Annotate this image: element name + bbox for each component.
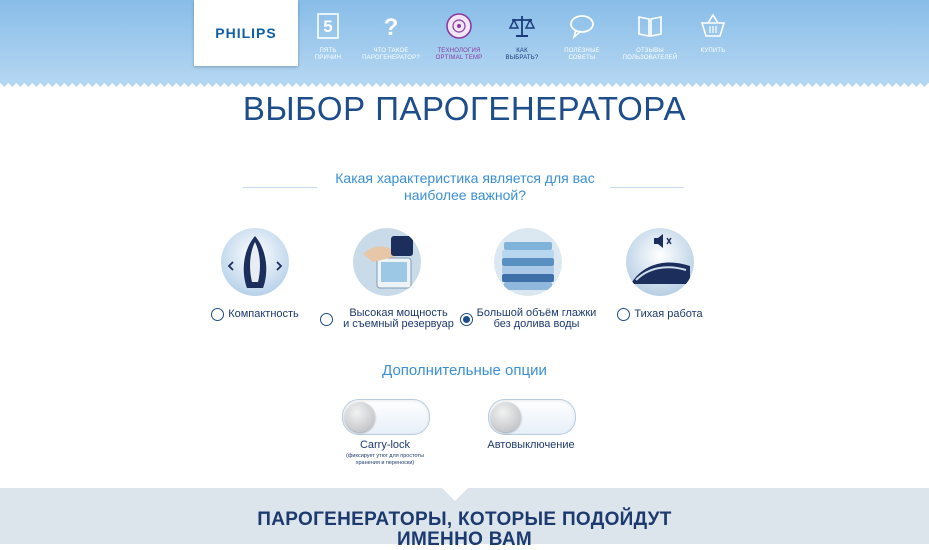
- carry-lock-label: Carry-lock: [359, 439, 411, 451]
- nav-label-line2: ПОЛЬЗОВАТЕЛЕЙ: [622, 55, 678, 61]
- option-label: Тихая работа: [634, 308, 703, 320]
- question-text: [300, 170, 630, 204]
- nav-label-line1: КУПИТЬ: [700, 48, 726, 54]
- option-high-power[interactable]: [317, 228, 457, 330]
- removable-tank-icon: [353, 228, 421, 296]
- carry-lock-description-line1: (фиксирует утюг для простоты: [346, 453, 424, 459]
- results-title: [0, 510, 929, 550]
- nav-item-tips[interactable]: [545, 10, 619, 62]
- question-icon: [354, 10, 428, 42]
- nav-label-line2: ПАРОГЕНЕРАТОР?: [362, 55, 420, 61]
- auto-off-toggle[interactable]: [488, 399, 576, 435]
- option-label: Компактность: [228, 308, 299, 320]
- stacked-shirts-icon: [494, 228, 562, 296]
- nav-label-line1: ТЕХНОЛОГИЯ: [437, 48, 481, 54]
- question-line2: наиболее важной?: [403, 187, 527, 203]
- speech-bubble-icon: [545, 10, 619, 42]
- svg-text:5: 5: [323, 17, 333, 36]
- compact-iron-icon: [221, 228, 289, 296]
- nav-item-what-is[interactable]: [354, 10, 428, 62]
- nav-label-line2: СОВЕТЫ: [568, 55, 596, 61]
- basket-icon: [676, 10, 750, 42]
- radio-large-volume[interactable]: [460, 313, 473, 326]
- radio-quiet[interactable]: [617, 308, 630, 321]
- nav-item-buy[interactable]: [676, 10, 750, 55]
- auto-off-label: Автовыключение: [487, 439, 575, 451]
- nav-label-line2: ВЫБРАТЬ?: [505, 55, 539, 61]
- nav-label-line1: ОТЗЫВЫ: [636, 48, 664, 54]
- nav-label-line1: ПОЛЕЗНЫЕ: [564, 48, 600, 54]
- option-label-line2: и съемный резервуар: [343, 318, 454, 330]
- extras-title: Дополнительные опции: [382, 362, 547, 379]
- results-title-line2: ИМЕННО ВАМ: [397, 529, 532, 550]
- logo-text: PHILIPS: [215, 25, 277, 41]
- question-line1: Какая характеристика является для вас: [335, 170, 595, 186]
- option-large-volume[interactable]: [458, 228, 598, 330]
- toggle-knob: [491, 402, 521, 432]
- option-label-line1: Большой объём глажки: [476, 307, 597, 319]
- silent-iron-icon: [626, 228, 694, 296]
- nav-label-line1: КАК: [516, 48, 528, 54]
- section-notch: [442, 488, 468, 501]
- main-nav: [300, 10, 760, 70]
- nav-label-line2: ПРИЧИН: [314, 55, 342, 61]
- toggle-knob: [345, 402, 375, 432]
- svg-text:?: ?: [383, 14, 399, 41]
- philips-logo[interactable]: [194, 0, 298, 66]
- results-title-line1: ПАРОГЕНЕРАТОРЫ, КОТОРЫЕ ПОДОЙДУТ: [257, 509, 672, 530]
- option-quiet[interactable]: [590, 228, 730, 320]
- carry-lock-description-line2: хранения и переноски): [355, 460, 415, 466]
- carry-lock-toggle[interactable]: [342, 399, 430, 435]
- radio-high-power[interactable]: [320, 313, 333, 326]
- option-compactness[interactable]: [185, 228, 325, 320]
- carry-lock-description: [305, 453, 465, 467]
- nav-label-line1: ЧТО ТАКОЕ: [373, 48, 409, 54]
- nav-label-line2: OPTIMAL TEMP: [435, 55, 483, 61]
- radio-compactness[interactable]: [211, 308, 224, 321]
- option-label-line1: Высокая мощность: [349, 307, 448, 319]
- page-title: ВЫБОР ПАРОГЕНЕРАТОРА: [242, 90, 687, 127]
- nav-label-line1: ПЯТЬ: [319, 48, 337, 54]
- option-label-line2: без долива воды: [493, 318, 580, 330]
